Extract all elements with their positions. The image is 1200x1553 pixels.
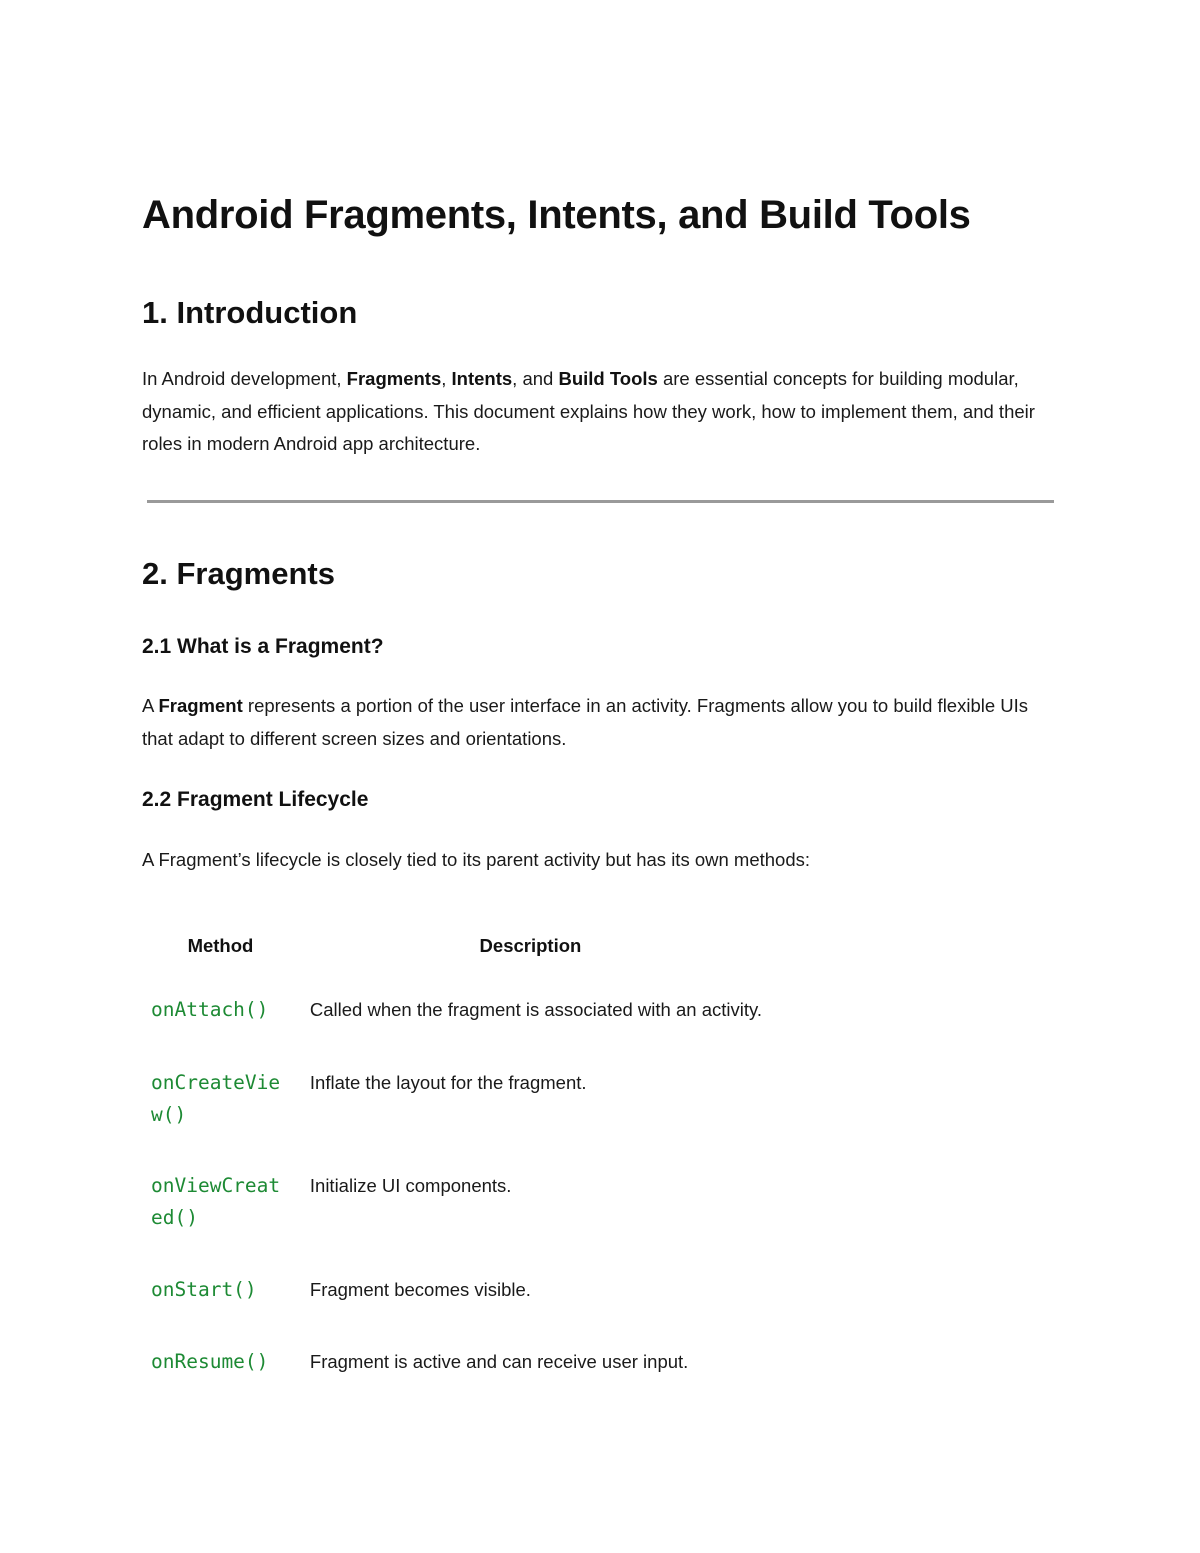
method-cell: onViewCreated() <box>151 1174 281 1229</box>
method-column-header: Method <box>187 935 254 956</box>
lifecycle-intro-paragraph: A Fragment’s lifecycle is closely tied to its parent activity but has its own methods: <box>142 849 811 870</box>
table-row <box>142 1346 762 1406</box>
method-cell: onCreateView() <box>151 1071 281 1126</box>
section-heading-fragments: 2. Fragments <box>142 556 335 591</box>
lifecycle-methods-table <box>142 922 762 1406</box>
document-title: Android Fragments, Intents, and Build Tools <box>142 193 971 237</box>
introduction-paragraph: In Android development, Fragments, Intents, and Build Tools are essential concepts for building modular, dynamic, and efficient applications. This document explains how they work, how to implement them, and their roles in modern Android app architecture. <box>142 368 1035 454</box>
method-cell: onAttach() <box>151 998 269 1021</box>
table-header-row <box>142 922 762 970</box>
method-cell: onStart() <box>151 1278 257 1301</box>
table-row <box>142 994 762 1067</box>
description-cell: Initialize UI components. <box>309 1175 512 1196</box>
description-column-header: Description <box>479 935 582 956</box>
section-divider <box>147 500 1054 503</box>
subsection-heading-fragment-lifecycle: 2.2 Fragment Lifecycle <box>142 788 369 811</box>
subsection-heading-what-is-fragment: 2.1 What is a Fragment? <box>142 635 384 658</box>
fragment-definition-paragraph: A Fragment represents a portion of the user interface in an activity. Fragments allow you to build flexible UIs that adapt to different screen sizes and orientations. <box>142 695 1029 749</box>
table-row <box>142 1067 762 1170</box>
table-row <box>142 1170 762 1274</box>
description-cell: Fragment becomes visible. <box>309 1279 531 1300</box>
description-cell: Inflate the layout for the fragment. <box>309 1072 587 1093</box>
method-cell: onResume() <box>151 1350 269 1373</box>
section-heading-introduction: 1. Introduction <box>142 295 358 330</box>
table-row <box>142 1274 762 1346</box>
description-cell: Fragment is active and can receive user input. <box>309 1351 689 1372</box>
description-cell: Called when the fragment is associated with an activity. <box>309 999 762 1020</box>
